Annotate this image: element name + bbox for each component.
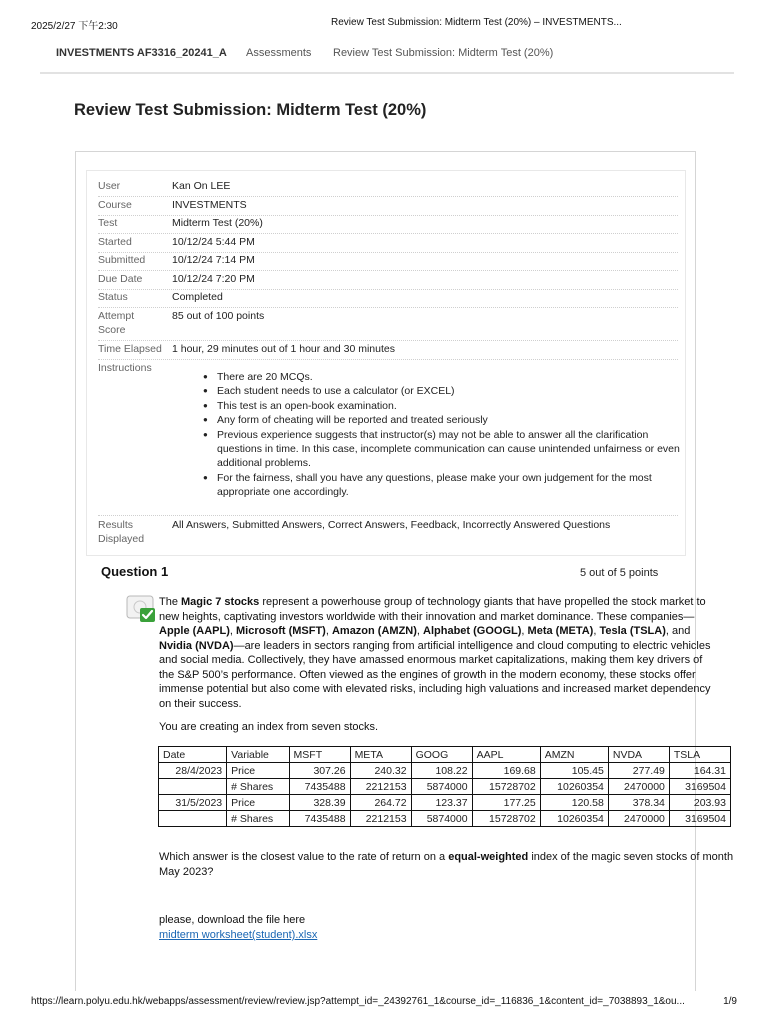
column-header: TSLA xyxy=(669,747,730,763)
table-cell: 203.93 xyxy=(669,795,730,811)
emphasis-text: Alphabet (GOOGL) xyxy=(423,625,522,637)
detail-row-course xyxy=(98,198,678,216)
emphasis-text: Microsoft (MSFT) xyxy=(236,625,326,637)
detail-label: Results Displayed xyxy=(98,519,145,545)
table-cell: 2212153 xyxy=(350,779,411,795)
table-cell: 177.25 xyxy=(472,795,540,811)
table-cell: 15728702 xyxy=(472,779,540,795)
column-header: AMZN xyxy=(540,747,608,763)
submission-details xyxy=(86,170,686,556)
table-cell: 2470000 xyxy=(608,779,669,795)
question-title: Question 1 xyxy=(101,564,169,579)
table-cell: 28/4/2023 xyxy=(159,763,227,779)
detail-row-status xyxy=(98,290,678,308)
column-header: Variable xyxy=(227,747,289,763)
instruction-item: ● There are 20 MCQs. xyxy=(203,370,681,384)
breadcrumb-assessments[interactable]: Assessments xyxy=(246,47,312,59)
text-run: , xyxy=(325,625,332,637)
download-instruction: please, download the file here xyxy=(159,914,306,926)
table-cell: Price xyxy=(227,763,289,779)
table-header-row xyxy=(159,747,731,763)
detail-value: 10/12/24 7:14 PM xyxy=(172,254,255,266)
detail-row-due-date xyxy=(98,272,678,290)
emphasis-text: equal-weighted xyxy=(448,851,529,863)
table-cell: 108.22 xyxy=(411,763,472,779)
breadcrumb-current: Review Test Submission: Midterm Test (20%) xyxy=(333,47,554,59)
detail-value: 10/12/24 7:20 PM xyxy=(172,273,255,285)
table-row xyxy=(159,811,731,827)
table-row xyxy=(159,779,731,795)
table-cell: 105.45 xyxy=(540,763,608,779)
table-cell: # Shares xyxy=(227,811,289,827)
detail-row-attempt-score xyxy=(98,309,678,341)
instruction-item: ● This test is an open-book examination. xyxy=(203,399,681,413)
table-cell: 15728702 xyxy=(472,811,540,827)
text-run: index of the magic seven stocks of month May 2023? xyxy=(159,851,734,878)
column-header: GOOG xyxy=(411,747,472,763)
text-run: , xyxy=(521,625,528,637)
text-run: —are leaders in sectors ranging from artificial intelligence and cloud computing to electric vehicles and social media. Collectively, they have amassed enormous market capitalizations, making them key drivers of the S&P 500’s performance. Often viewed as the engines of growth in the modern economy, these stocks offer immense potential but also come with elevated risks, including high valuations and increased market dependency on their success. xyxy=(159,639,711,710)
print-page-number: 1/9 xyxy=(723,996,737,1007)
detail-label: Course xyxy=(98,199,132,211)
table-cell: 3169504 xyxy=(669,779,730,795)
emphasis-text: Apple (AAPL) xyxy=(159,625,230,637)
column-header: MSFT xyxy=(289,747,350,763)
table-cell: 31/5/2023 xyxy=(159,795,227,811)
table-cell: 7435488 xyxy=(289,779,350,795)
detail-label: Instructions xyxy=(98,362,152,374)
text-run: represent a powerhouse group of technology giants that have propelled the stock market to new heights, captivating investors worldwide with their innovation and market dominance. These companies— xyxy=(159,596,706,623)
detail-value: 1 hour, 29 minutes out of 1 hour and 30 minutes xyxy=(172,343,395,355)
table-cell: 3169504 xyxy=(669,811,730,827)
table-row xyxy=(159,763,731,779)
emphasis-text: Magic 7 stocks xyxy=(181,596,260,608)
detail-label: Status xyxy=(98,291,128,303)
emphasis-text: Nvidia (NVDA) xyxy=(159,639,234,652)
detail-row-started xyxy=(98,235,678,253)
instruction-item: ● Any form of cheating will be reported and treated seriously xyxy=(203,413,681,427)
instruction-item: ● Previous experience suggests that instructor(s) may not be able to answer all the clarification questions in time. In this case, incomplete communication can cause unintended unfairness or even additional problems. xyxy=(203,428,681,471)
detail-value: Completed xyxy=(172,291,223,303)
instruction-item: ● Each student needs to use a calculator (or EXCEL) xyxy=(203,384,681,398)
detail-label: User xyxy=(98,180,121,192)
detail-label: Attempt Score xyxy=(98,310,135,336)
emphasis-text: Meta (META) xyxy=(527,625,594,637)
text-run: The xyxy=(159,596,182,608)
question-points: 5 out of 5 points xyxy=(580,567,659,579)
detail-row-submitted xyxy=(98,253,678,271)
table-cell xyxy=(159,779,227,795)
emphasis-text: Tesla (TSLA) xyxy=(599,625,666,637)
table-cell: 169.68 xyxy=(472,763,540,779)
table-cell: 328.39 xyxy=(289,795,350,811)
detail-value: 85 out of 100 points xyxy=(172,310,265,322)
detail-label: Due Date xyxy=(98,273,143,285)
print-header xyxy=(31,17,737,31)
text-run: Which answer is the closest value to the rate of return on a xyxy=(159,851,449,863)
table-cell: 264.72 xyxy=(350,795,411,811)
table-cell: 5874000 xyxy=(411,811,472,827)
column-header: NVDA xyxy=(608,747,669,763)
course-breadcrumb-bar xyxy=(40,40,734,74)
detail-row-instructions xyxy=(98,361,678,511)
worksheet-download-link[interactable]: midterm worksheet(student).xlsx xyxy=(159,929,318,941)
table-cell: # Shares xyxy=(227,779,289,795)
table-cell: 10260354 xyxy=(540,811,608,827)
column-header: Date xyxy=(159,747,227,763)
text-run: , xyxy=(593,625,600,637)
column-header: META xyxy=(350,747,411,763)
detail-value: 10/12/24 5:44 PM xyxy=(172,236,255,248)
detail-row-user xyxy=(98,179,678,197)
instruction-item: ● For the fairness, shall you have any questions, please make your own judgement for the most appropriate one accordingly. xyxy=(203,471,681,500)
table-cell: 164.31 xyxy=(669,763,730,779)
table-cell: 307.26 xyxy=(289,763,350,779)
detail-label: Started xyxy=(98,236,132,248)
text-run: , xyxy=(229,625,237,637)
detail-label: Time Elapsed xyxy=(98,343,162,355)
correct-answer-check-icon xyxy=(126,595,156,623)
detail-value: Kan On LEE xyxy=(172,180,231,192)
table-cell: 378.34 xyxy=(608,795,669,811)
detail-row-time-elapsed xyxy=(98,342,678,360)
detail-row-results-displayed xyxy=(98,515,678,547)
table-cell: Price xyxy=(227,795,289,811)
detail-value: All Answers, Submitted Answers, Correct Answers, Feedback, Incorrectly Answered Questions xyxy=(172,519,611,531)
emphasis-text: Amazon (AMZN) xyxy=(331,625,417,637)
question-intro xyxy=(159,595,719,711)
print-url: https://learn.polyu.edu.hk/webapps/assessment/review/review.jsp?attempt_id=_24392761_1&course_id=_116836_1&content_id=_7038893_1&ou... xyxy=(31,996,685,1007)
print-title: Review Test Submission: Midterm Test (20%) – INVESTMENTS... xyxy=(331,17,622,28)
table-cell: 2212153 xyxy=(350,811,411,827)
breadcrumb-course[interactable]: INVESTMENTS AF3316_20241_A xyxy=(56,47,227,59)
page-title: Review Test Submission: Midterm Test (20%) xyxy=(74,101,427,119)
table-cell: 120.58 xyxy=(540,795,608,811)
question-subtext: You are creating an index from seven stocks. xyxy=(159,721,379,733)
text-run: , and xyxy=(665,625,691,637)
table-cell: 240.32 xyxy=(350,763,411,779)
table-row xyxy=(159,795,731,811)
print-datetime: 2025/2/27 下午2:30 xyxy=(31,21,118,32)
detail-row-test xyxy=(98,216,678,234)
question-prompt xyxy=(159,850,734,879)
detail-label: Submitted xyxy=(98,254,146,266)
detail-label: Test xyxy=(98,217,118,229)
table-cell: 10260354 xyxy=(540,779,608,795)
detail-value: INVESTMENTS xyxy=(172,199,247,211)
table-cell xyxy=(159,811,227,827)
instructions-list xyxy=(203,370,681,500)
detail-value: Midterm Test (20%) xyxy=(172,217,263,229)
table-cell: 123.37 xyxy=(411,795,472,811)
table-cell: 277.49 xyxy=(608,763,669,779)
stock-data-table xyxy=(158,746,731,827)
table-cell: 2470000 xyxy=(608,811,669,827)
table-cell: 7435488 xyxy=(289,811,350,827)
text-run: , xyxy=(416,625,424,637)
table-cell: 5874000 xyxy=(411,779,472,795)
column-header: AAPL xyxy=(472,747,540,763)
